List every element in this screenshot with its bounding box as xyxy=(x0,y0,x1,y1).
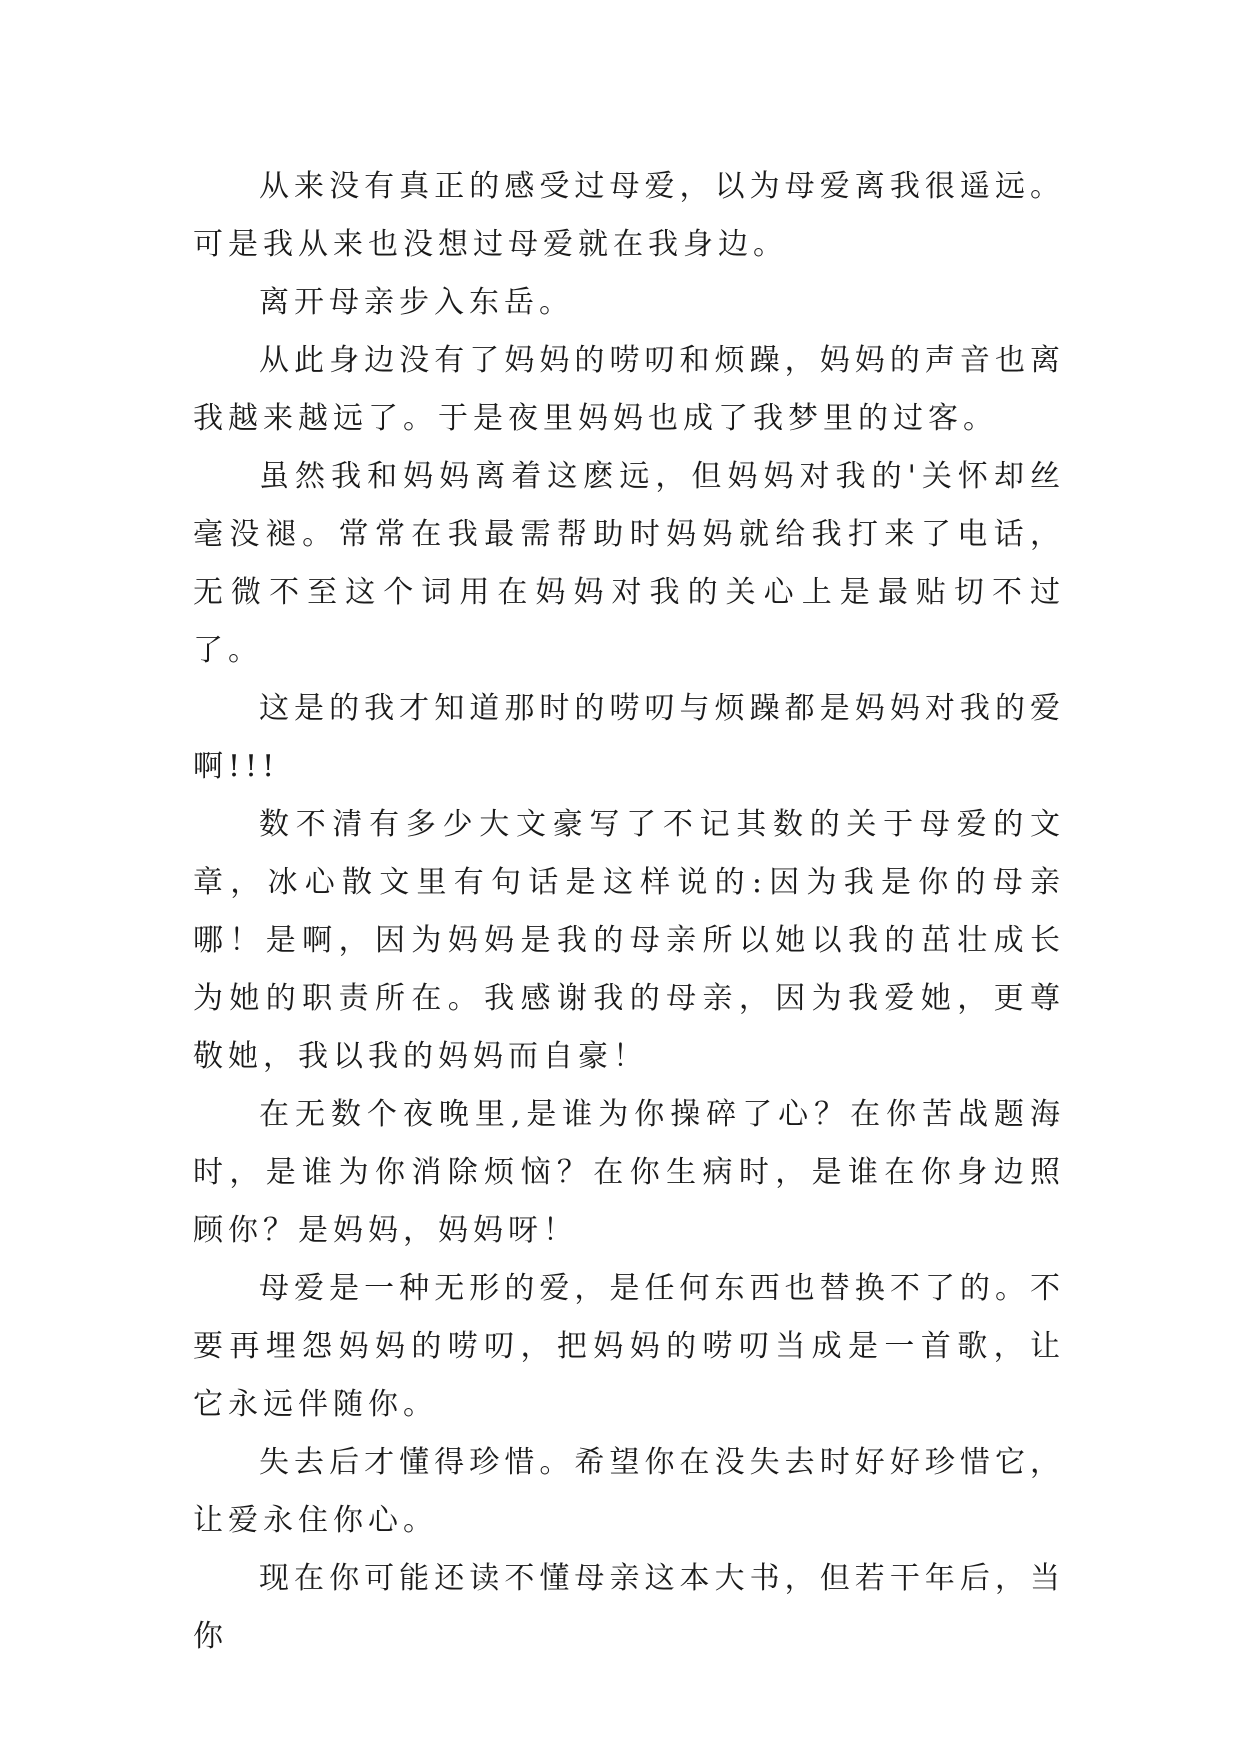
paragraph: 从来没有真正的感受过母爱，以为母爱离我很遥远。可是我从来也没想过母爱就在我身边。 xyxy=(193,169,1065,262)
paragraph: 母爱是一种无形的爱，是任何东西也替换不了的。不要再埋怨妈妈的唠叨，把妈妈的唠叨当成是一首歌，让它永远伴随你。 xyxy=(193,1271,1065,1422)
article-body xyxy=(193,158,1065,1666)
paragraph: 失去后才懂得珍惜。希望你在没失去时好好珍惜它，让爱永住你心。 xyxy=(193,1445,1065,1538)
paragraph: 数不清有多少大文豪写了不记其数的关于母爱的文章，冰心散文里有句话是这样说的:因为我是你的母亲哪！是啊，因为妈妈是我的母亲所以她以我的茁壮成长为她的职责所在。我感谢我的母亲，因为我爱她，更尊敬她，我以我的妈妈而自豪！ xyxy=(193,807,1065,1074)
paragraph: 虽然我和妈妈离着这麽远，但妈妈对我的'关怀却丝毫没褪。常常在我最需帮助时妈妈就给我打来了电话，无微不至这个词用在妈妈对我的关心上是最贴切不过了。 xyxy=(193,459,1065,668)
paragraph: 这是的我才知道那时的唠叨与烦躁都是妈妈对我的爱啊!!! xyxy=(193,691,1065,784)
paragraph: 从此身边没有了妈妈的唠叨和烦躁，妈妈的声音也离我越来越远了。于是夜里妈妈也成了我梦里的过客。 xyxy=(193,343,1065,436)
paragraph: 现在你可能还读不懂母亲这本大书，但若干年后，当你 xyxy=(193,1561,1065,1654)
paragraph: 离开母亲步入东岳。 xyxy=(259,285,574,320)
paragraph: 在无数个夜晚里,是谁为你操碎了心？在你苦战题海时，是谁为你消除烦恼？在你生病时，是谁在你身边照顾你？是妈妈，妈妈呀！ xyxy=(193,1097,1065,1248)
